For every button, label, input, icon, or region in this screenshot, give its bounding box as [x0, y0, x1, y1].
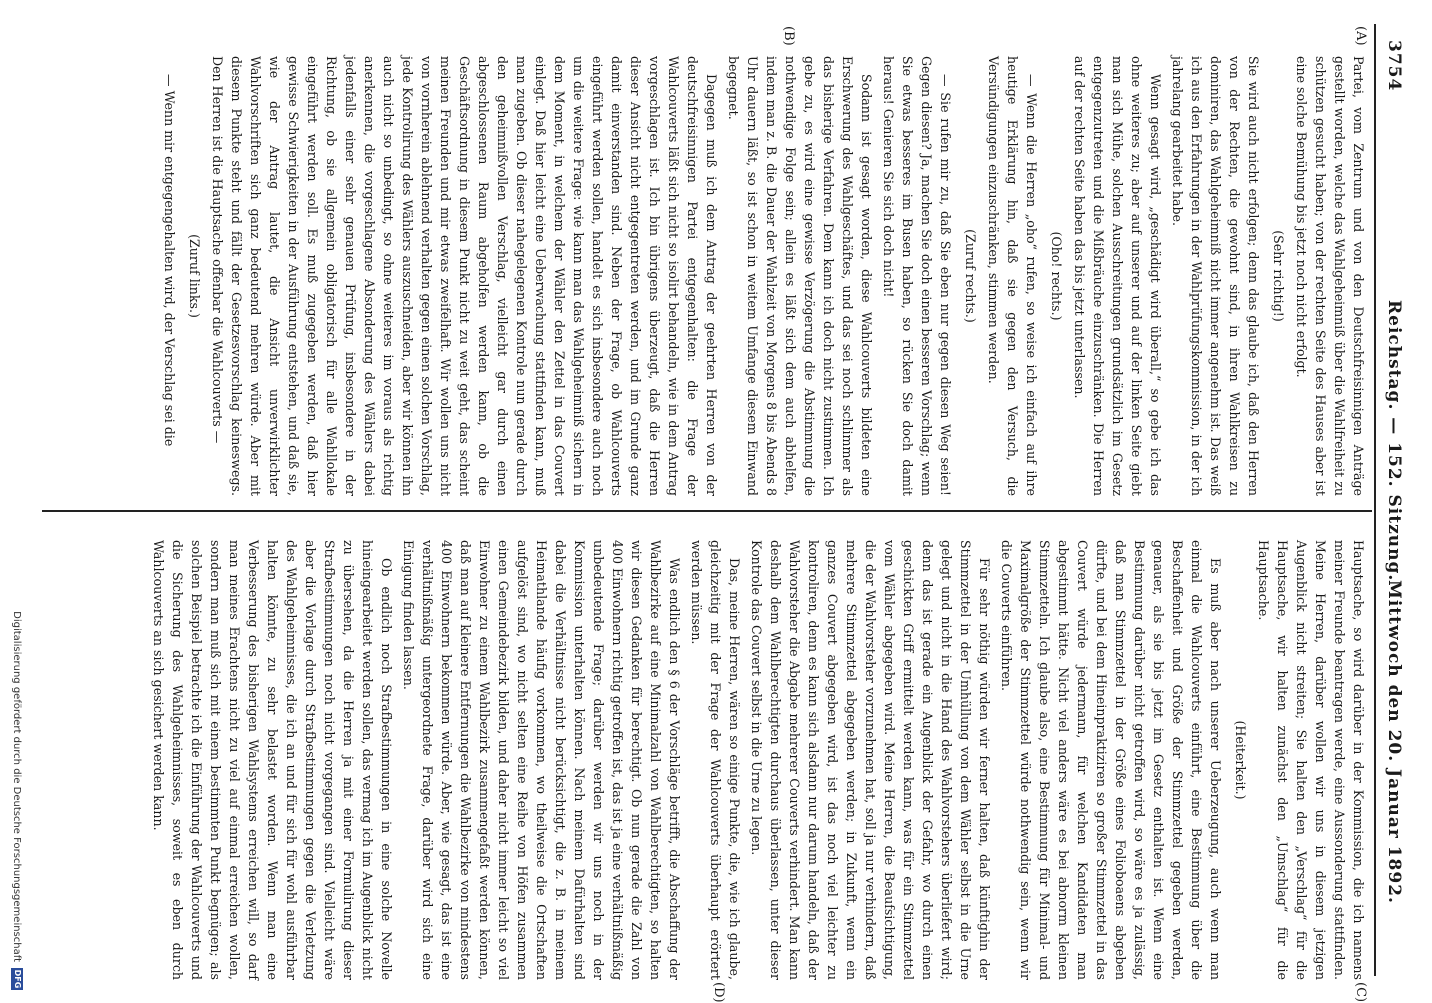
interjection: (Zuruf rechts.) [963, 229, 978, 323]
paragraph: Das, meine Herren, wären so einige Punkte, die, wie ich glaube, gleichzeitig mit der Frage der Wahlcouverts überhaupt erörtert werden müssen. [689, 540, 742, 980]
left-text-column [162, 56, 1368, 496]
paragraph: Partei, vom Zentrum und von den Deutschfreisinnigen Anträge gestellt worden, welche das Wahlgeheimniß über die Wahlfreiheit zu schützen gesucht haben; von der rechten Seite des Hauses aber ist eine solche Bemühung bis jetzt noch nicht erfolgt. [1294, 56, 1366, 496]
margin-marker-b: (B) [781, 26, 796, 46]
margin-marker-c: (C) [1353, 982, 1368, 1003]
paragraph: — Wenn mir entgegengehalten wird, der Verschlag sei die [162, 74, 177, 447]
paragraph: — Wenn die Herren „oho“ rufen, so weise ich einfach auf ihre heutige Erklärung hin, daß sie gegen den Versuch, die Versündigungen einzuschränken, stimmen werden. [986, 56, 1039, 496]
paragraph: — Sie rufen mir zu, daß Sie eben nur gegen diesen Weg seien! Gegen diesen? Ja, machen Sie doch einen besseren Vorschlag; wenn Sie etwas besseres im Busen haben, so rücken Sie doch damit heraus! Genieren Sie sich doch nicht! [881, 56, 953, 496]
interjection: (Zuruf links.) [187, 234, 202, 318]
paragraph: Für sehr nöthig würden wir ferner halten, daß künftighin der Stimmzettel in der Umhüllung von dem Wähler selbst in die Urne gelegt und nicht in die Hand des Wahlvorstehers überliefert wird; denn das ist gerade ein Augenblick der Gefahr, wo durch einen geschickten Griff ermittelt werden kann, was für ein Stimmzettel vom Wähler abgegeben wird. Meine Herren, die Beaufsichtigung, die der Wahlvorsteher vorzunehmen hat, soll ja nur verhindern, daß mehrere Stimmzettel abgegeben werden; in Zukunft, wenn ein ganzes Couvert abgegeben wird, ist das noch viel leichter zu kontroliren, denn es kann sich alsdann nur darum handeln, daß der Wahlvorsteher die Abgabe mehrerer Couverts verhindert. Man kann deshalb dem Wahlberechtigten durchaus überlassen, unter dieser Kontrole das Couvert selbst in die Urne zu legen. [749, 540, 992, 980]
paragraph: Ob endlich noch Strafbestimmungen in eine solche Novelle hineingearbeitet werden sollen, das vermag ich im Augenblick nicht zu übersehen, da die Herren ja mit einer Formulirung dieser Strafbestimmungen noch nicht vorgegangen sind. Vielleicht wäre aber die Vorlage durch Strafbestimmungen gegen die Verletzung des Wahlgeheimnisses, die ich an und für sich für wohl ausführbar halten könnte, zu sehr belastet worden. Wenn man eine Verbesserung des bisherigen Wahlsystems erreichen will, so darf man meines Erachtens nicht zu viel auf einmal erreichen wollen, sondern man muß sich mit einem bestimmten Punkt begnügen; als solchen Beispiel betrachte ich die Einführung der Wahlcouverts und die Sicherung des Wahlgeheimnisses, soweit es eben durch Wahlcouverts an sich gesichert werden kann. [151, 540, 394, 980]
session-title: Reichstag. — 152. Sitzung. [1384, 300, 1404, 582]
paragraph: Es muß aber nach unserer Ueberzeugung, auch wenn man einmal die Wahlcouverts einführt, eine Bestimmung über die Beschaffenheit und Größe der Stimmzettel gegeben werden, genauer, als sie bis jetzt im Gesetz enthalten ist. Wenn eine Bestimmung darüber nicht getroffen wird, so wäre es ja zulässig, daß man Stimmzettel in der Größe eines Folioboaens abgeben dürfte, und bei dem Hineinpraktiziren so großer Stimmzettel in das Couvert würde jedermann, für welchen Kandidaten man abgestimmt hätte. Nicht viel anders wäre es bei abnorm kleinen Stimmzetteln. Ich glaube also, eine Bestimmung für Minimal- und Maximalgröße der Stimmzettel würde nothwendig sein, wenn wir die Couverts einführen. [999, 540, 1223, 980]
interjection: (Sehr richtig!) [1271, 230, 1286, 322]
page-header [1378, 40, 1418, 960]
margin-marker-d: (D) [711, 982, 726, 1003]
header-rule [1374, 24, 1376, 976]
funding-note: Digitalisierung gefördert durch die Deutsche Forschungsgemeinschaft [11, 611, 23, 962]
paragraph: Dagegen muß ich dem Antrag der geehrten Herren von der deutschfreisinnigen Partei entgegenhalten: die Frage der Wahlcouverts läßt sich nicht so isolirt behandeln, wie in dem Antrag vorgeschlagen ist. Ich bin übrigens überzeugt, daß die Herren dieser Ansicht nicht entgegentreten werden, und im Grunde ganz damit einverstanden sind. Neben der Frage, ob Wahlcouverts eingeführt werden sollen, handelt es sich insbesondere auch noch um die weitere Frage: wie kann man das Wahlgeheimniß sichern in dem Moment, in welchem der Wähler den Zettel in das Couvert einlegt. Daß hier leicht eine Ueberwachung stattfinden kann, muß man zugeben. Ob dieser nahegelegenen Kontrole nun gerade durch den geheimnißvollen Verschlag, vielleicht gar durch einen abgeschlossenen Raum abgeholfen werden kann, ob die Geschäftsordnung in diesem Punkt nicht zu weit geht, das scheint meinen Freunden und mir etwas zweifelhaft. Wir wollen uns nicht von vornherein ablehnend verhalten gegen einen solchen Vorschlag, jede Kontrolirung des Wählers auszuschneiden, aber wir können ihn auch nicht so unbedingt, so ohne weiteres im voraus als richtig anerkennen, die vorgeschlagene Absonderung des Wählers dabei jedenfalls einer sehr genauen Prüfung, insbesondere in der Richtung, ob sie allgemein obligatorisch für alle Wahllokale eingeführt werden soll. Es muß zugegeben werden, daß hier gewisse Schwierigkeiten in der Ausführung entstehen, und daß sie, wie der Antrag lautet, die Ansicht unverwirklichter Wahlvorschriften sich ganz bedeutend mehren würde. Aber mit diesem Punkte steht und fällt der Gesetzesvorschlag keineswegs. Den Herren ist die Hauptsache offenbar die Wahlcouverts — [210, 56, 719, 496]
session-date: Mittwoch den 20. Januar 1892. [1384, 580, 1404, 904]
paragraph: Sodann ist gesagt worden, diese Wahlcouverts bildeten eine Erschwerung des Wahlgeschäftes, und das sei noch schlimmer als das bisherige Verfahren. Dem kann ich doch nicht zustimmen. Ich gebe zu, es wird eine gewisse Verzögerung die Abstimmung die nothwendige Folge sein; allein es läßt sich dem auch abhelfen, indem man z. B. die Dauer der Wahlzeit von Morgens 8 bis Abends 8 Uhr dauern läßt, so ist schon in weitem Umfange diesem Einwand begegnet. [726, 56, 874, 496]
paragraph: Hauptsache, so wird darüber in der Kommission, die ich namens meiner Freunde beantragen werde, eine Aussonderung stattfinden. Meine Herren, darüber wollen wir uns in diesem jetzigen Augenblick nicht streiten; Sie halten den „Verschlag“ für die Hauptsache, wir halten zunächst den „Umschlag“ für die Hauptsache. [1256, 540, 1366, 980]
interjection: (Heiterkeit.) [1233, 720, 1248, 800]
column-divider [42, 510, 1372, 512]
paragraph: Wenn gesagt wird, „geschädigt wird überall,“ so gebe ich das ohne weiteres zu; aber auf unserer und auf der linken Seite giebt man sich Mühe, solchen Ausschreitungen grundsätzlich im Gesetz entgegenzutreten und die Mißbräuche einzuschränken. Die Herren auf der rechten Seite haben das bis jetzt unterlassen. [1072, 56, 1163, 496]
right-text-column [68, 540, 1368, 980]
footer [0, 0, 34, 1000]
paragraph: Was endlich den § 6 der Vorschläge betrifft, die Abschaffung der Wahlbezirke auf eine Minimalzahl von Wahlberechtigten, so halten wir diesen Gedanken für berechtigt. Ob nun gerade die Zahl von 400 Einwohnern richtig getroffen ist, das ist ja eine verhältnißmäßig unbedeutende Frage; darüber werden wir uns noch in der Kommission unterhalten können. Nach meinem Dafürhalten sind dabei die Verhältnisse nicht berücksichtigt, die z. B. in meinem Heimathlande häufig vorkommen, wo theilweise die Ortschaften aufgelöst sind, wo nicht selten eine Reihe von Höfen zusammen einen Gemeindebezirk bilden, und daher nicht immer leicht so viel Einwohner zu einem Wahlbezirk zusammengefaßt werden können, daß man auf kleinere Entfernungen die Wahlbezirke von mindestens 400 Einwohnern bekommen würde. Aber, wie gesagt, das ist eine verhältnißmäßig untergeordnete Frage, darüber wird sich eine Einigung finden lassen. [401, 540, 682, 981]
dfg-logo-icon: DFG [13, 969, 22, 989]
interjection: (Oho! rechts.) [1049, 231, 1064, 321]
page-number: 3754 [1384, 40, 1404, 92]
paragraph: Sie wird auch nicht erfolgen; denn das glaube ich, daß den Herren von der Rechten, die gewohnt sind, in ihren Wahlkreisen zu dominiren, das Wahlgeheimniß nicht immer angenehm ist. Das weiß ich aus den Erfahrungen in der Wahlprüfungskommission, in der ich jahrelang gearbeitet habe. [1170, 56, 1261, 496]
margin-marker-a: (A) [1353, 26, 1368, 46]
